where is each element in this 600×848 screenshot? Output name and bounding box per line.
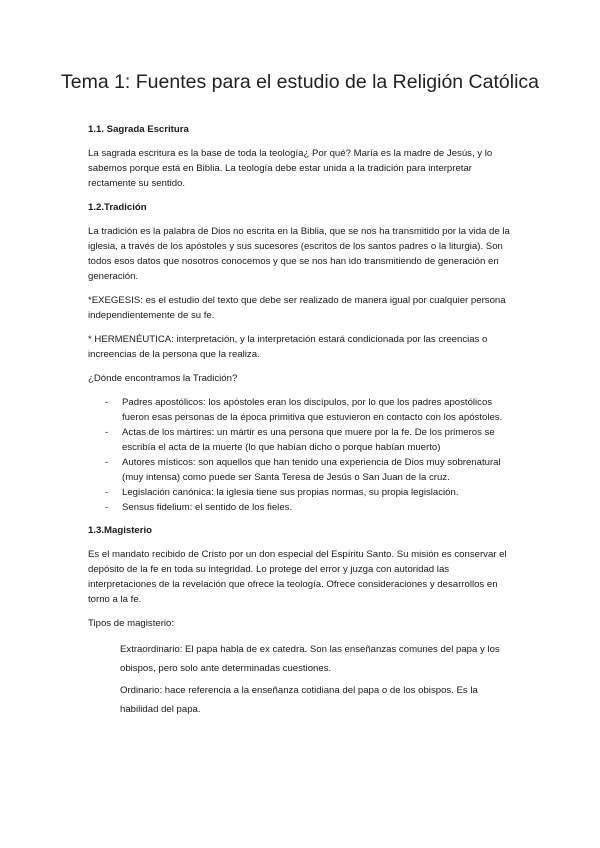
list-item-text: Sensus fidelium: el sentido de los fieles.	[122, 502, 293, 513]
magisterio-ordinario: Ordinario: hace referencia a la enseñanza cotidiana del papa o de los obispos. Es la habilidad del papa.	[120, 685, 478, 715]
section-heading-sagrada-escritura: 1.1. Sagrada Escritura	[88, 124, 189, 135]
tipos-label: Tipos de magisterio:	[88, 618, 175, 629]
paragraph-hermeneutica: * HERMENÉUTICA: interpretación, y la interpretación estará condicionada por las creencias o increencias de la persona que la realiza.	[88, 334, 488, 360]
list-item-text: Legislación canónica: la iglesia tiene sus propias normas, su propia legislación.	[122, 487, 459, 498]
document-body	[88, 122, 518, 722]
list-item-text: Padres apostólicos: los apóstoles eran los discípulos, por lo que los padres apostólicos fueron esas personas de la época primitiva que estuvieron en contacto con los apóstoles.	[122, 397, 503, 423]
list-dash: -	[105, 502, 109, 513]
section-heading-tradicion: 1.2.Tradición	[88, 202, 147, 213]
list-item	[88, 485, 518, 500]
paragraph: Es el mandato recibido de Cristo por un don especial del Espíritu Santo. Su misión es conservar el depósito de la fe en toda su integridad. Lo protege del error y juzga con autoridad las interpretaciones de la revelación que ofrece la teología. Ofrece consideraciones y desarrollos en torno a la fe.	[88, 549, 507, 605]
list-item	[88, 425, 518, 455]
paragraph: La sagrada escritura es la base de toda la teología¿ Por qué? María es la madre de Jesús, y lo sabemos porque está en Biblia. La teología debe estar unida a la tradición para interpretar rectamente su sentido.	[88, 148, 493, 189]
question-text: ¿Dónde encontramos la Tradición?	[88, 373, 238, 384]
paragraph: La tradición es la palabra de Dios no escrita en la Biblia, que se nos ha transmitido por la vida de la iglesia, a través de los apóstoles y sus sucesores (escritos de los santos padres o la liturgia). Son todos esos datos que nosotros conocemos y que se nos han ido transmitiendo de generación en generación.	[88, 226, 510, 282]
list-dash: -	[105, 397, 109, 408]
list-item	[88, 455, 518, 485]
section-heading-magisterio: 1.3.Magisterio	[88, 525, 152, 536]
list-item-text: Actas de los mártires: un mártir es una persona que muere por la fe. De los primeros se escribía el acta de la muerte (lo que habían dicho o porque habían muerto)	[122, 427, 495, 453]
tradition-list	[88, 395, 518, 515]
magisterio-types	[88, 640, 518, 719]
page-title: Tema 1: Fuentes para el estudio de la Religión Católica	[60, 71, 540, 93]
magisterio-extraordinario: Extraordinario: El papa habla de ex catedra. Son las enseñanzas comunes del papa y los obispos, pero solo ante determinadas cuestiones.	[120, 644, 500, 674]
list-dash: -	[105, 457, 109, 468]
list-item	[88, 395, 518, 425]
list-item	[88, 500, 518, 515]
list-dash: -	[105, 427, 109, 438]
list-item-text: Autores místicos: son aquellos que han tenido una experiencia de Dios muy sobrenatural (muy intensa) como puede ser Santa Teresa de Jesús o San Juan de la cruz.	[122, 457, 501, 483]
list-dash: -	[105, 487, 109, 498]
paragraph-exegesis: *EXEGESIS: es el estudio del texto que debe ser realizado de manera igual por cualquier persona independientemente de su fe.	[88, 295, 506, 321]
